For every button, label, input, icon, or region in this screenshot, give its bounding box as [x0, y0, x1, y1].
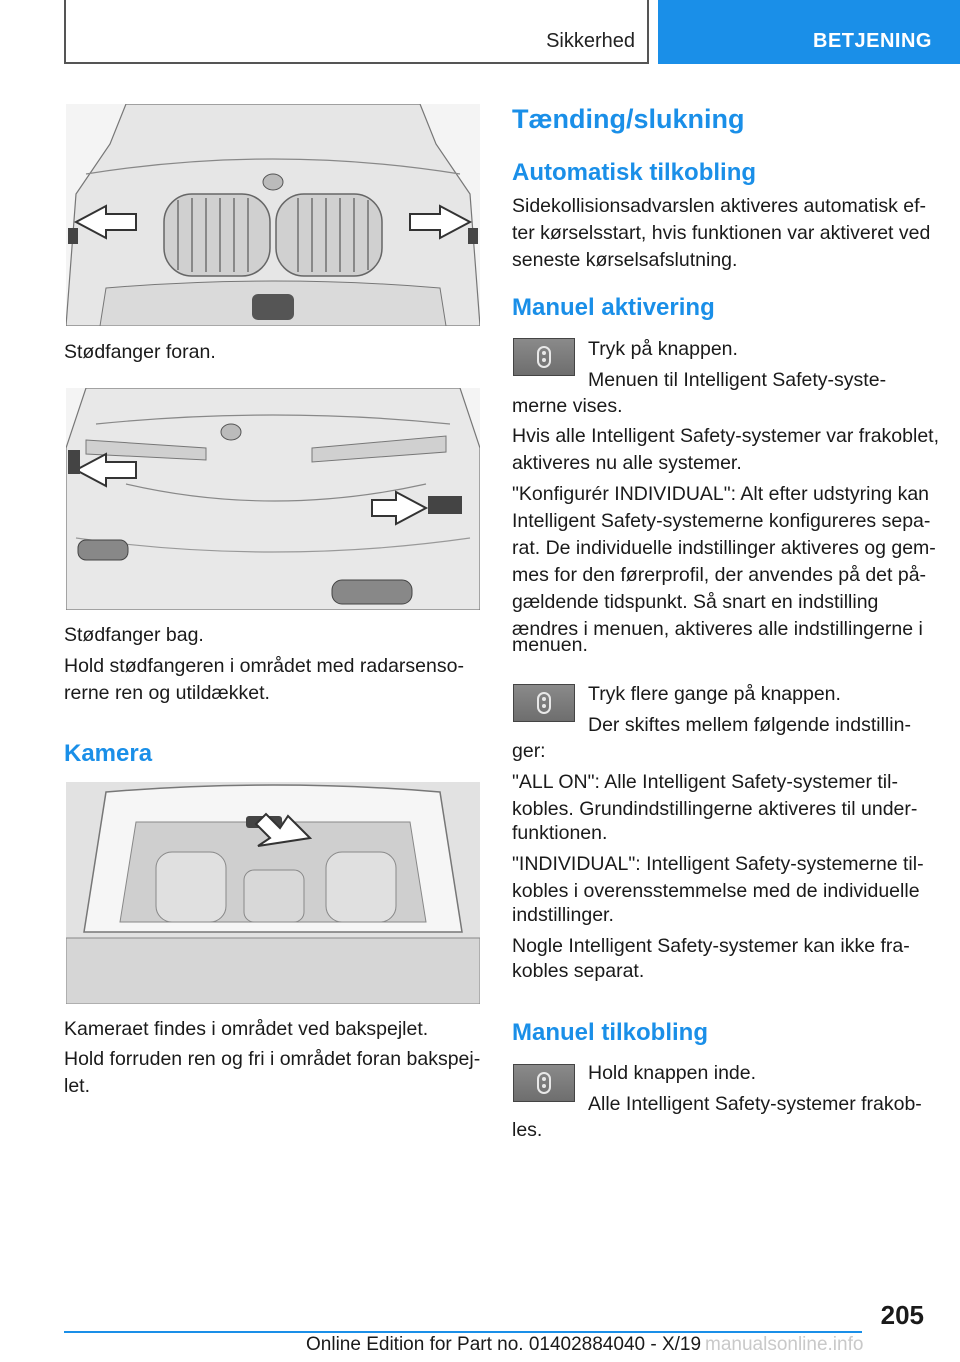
heading-manuel-aktivering: Manuel aktivering [512, 294, 715, 321]
footer-watermark: manualsonline.info [705, 1334, 864, 1355]
radar-clean-line-2: rerne ren og utildækket. [64, 682, 270, 704]
step3-text: Hold knappen inde. [588, 1062, 757, 1084]
camera-clean-line-2: let. [64, 1075, 91, 1097]
safety-button-icon [513, 684, 575, 722]
header-section-label: Sikkerhed [546, 30, 635, 52]
header-chapter-tab [658, 0, 960, 64]
front-bumper-figure [66, 104, 480, 326]
nogle-line-1: Nogle Intelligent Safety-systemer kan ikke fra- [512, 935, 910, 957]
nogle-line-2: kobles separat. [512, 960, 645, 982]
step2-result-line-1: Der skiftes mellem følgende indstillin- [588, 714, 911, 736]
heading-kamera: Kamera [64, 740, 153, 767]
allon-line-2: kobles. Grundindstillingerne aktiveres til under- [512, 798, 918, 820]
step1-result-line-2: merne vises. [512, 395, 623, 417]
step3-result-line-2: les. [512, 1119, 543, 1141]
safety-button-icon [513, 1064, 575, 1102]
header-section-tab [64, 0, 649, 64]
allon-line-3: funktionen. [512, 822, 608, 844]
konfig-line-2: Intelligent Safety-systemerne konfigureres sepa- [512, 510, 931, 532]
indiv-line-2: kobles i overensstemmelse med de individuelle [512, 880, 920, 902]
indiv-line-1: "INDIVIDUAL": Intelligent Safety-systemerne til- [512, 853, 924, 875]
konfig-line-1: "Konfigurér INDIVIDUAL": Alt efter udstyring kan [512, 483, 930, 505]
rear-bumper-caption: Stødfanger bag. [64, 624, 204, 646]
step1-text: Tryk på knappen. [588, 338, 738, 360]
auto-text-line-3: seneste kørselsafslutning. [512, 249, 738, 271]
rear-bumper-figure [66, 388, 480, 610]
step2-result-line-2: ger: [512, 740, 546, 762]
header-chapter-label: BETJENING [813, 30, 932, 52]
hvis-line-1: Hvis alle Intelligent Safety-systemer var frakoblet, [512, 425, 940, 447]
front-bumper-caption: Stødfanger foran. [64, 341, 216, 363]
radar-clean-line-1: Hold stødfangeren i området med radarsenso- [64, 655, 464, 677]
footer-edition: Online Edition for Part no. 01402884040 - X/19 [306, 1334, 702, 1355]
konfig-line-7: menuen. [512, 634, 588, 656]
camera-figure [66, 782, 480, 1004]
footer-divider [64, 1331, 862, 1333]
safety-button-icon [513, 338, 575, 376]
auto-text-line-1: Sidekollisionsadvarslen aktiveres automatisk ef- [512, 195, 927, 217]
camera-location-text: Kameraet findes i området ved bakspejlet. [64, 1018, 429, 1040]
konfig-line-6: ændres i menuen, aktiveres alle indstillingerne i [512, 618, 923, 640]
page-number: 205 [880, 1300, 924, 1330]
heading-automatisk-tilkobling: Automatisk tilkobling [512, 159, 757, 186]
konfig-line-3: rat. De individuelle indstillinger aktiveres og gem- [512, 537, 936, 559]
konfig-line-5: gældende tidspunkt. Så snart en indstilling [512, 591, 879, 613]
konfig-line-4: mes for den førerprofil, der anvendes på det på- [512, 564, 927, 586]
step2-text: Tryk flere gange på knappen. [588, 683, 841, 705]
camera-clean-line-1: Hold forruden ren og fri i området foran bakspej- [64, 1048, 481, 1070]
auto-text-line-2: ter kørselsstart, hvis funktionen var aktiveret ved [512, 222, 931, 244]
heading-taending-slukning: Tænding/slukning [512, 104, 745, 134]
step3-result-line-1: Alle Intelligent Safety-systemer frakob- [588, 1093, 922, 1115]
step1-result-line-1: Menuen til Intelligent Safety-syste- [588, 369, 887, 391]
indiv-line-3: indstillinger. [512, 904, 614, 926]
allon-line-1: "ALL ON": Alle Intelligent Safety-systemer til- [512, 771, 898, 793]
hvis-line-2: aktiveres nu alle systemer. [512, 452, 742, 474]
heading-manuel-tilkobling: Manuel tilkobling [512, 1019, 708, 1046]
